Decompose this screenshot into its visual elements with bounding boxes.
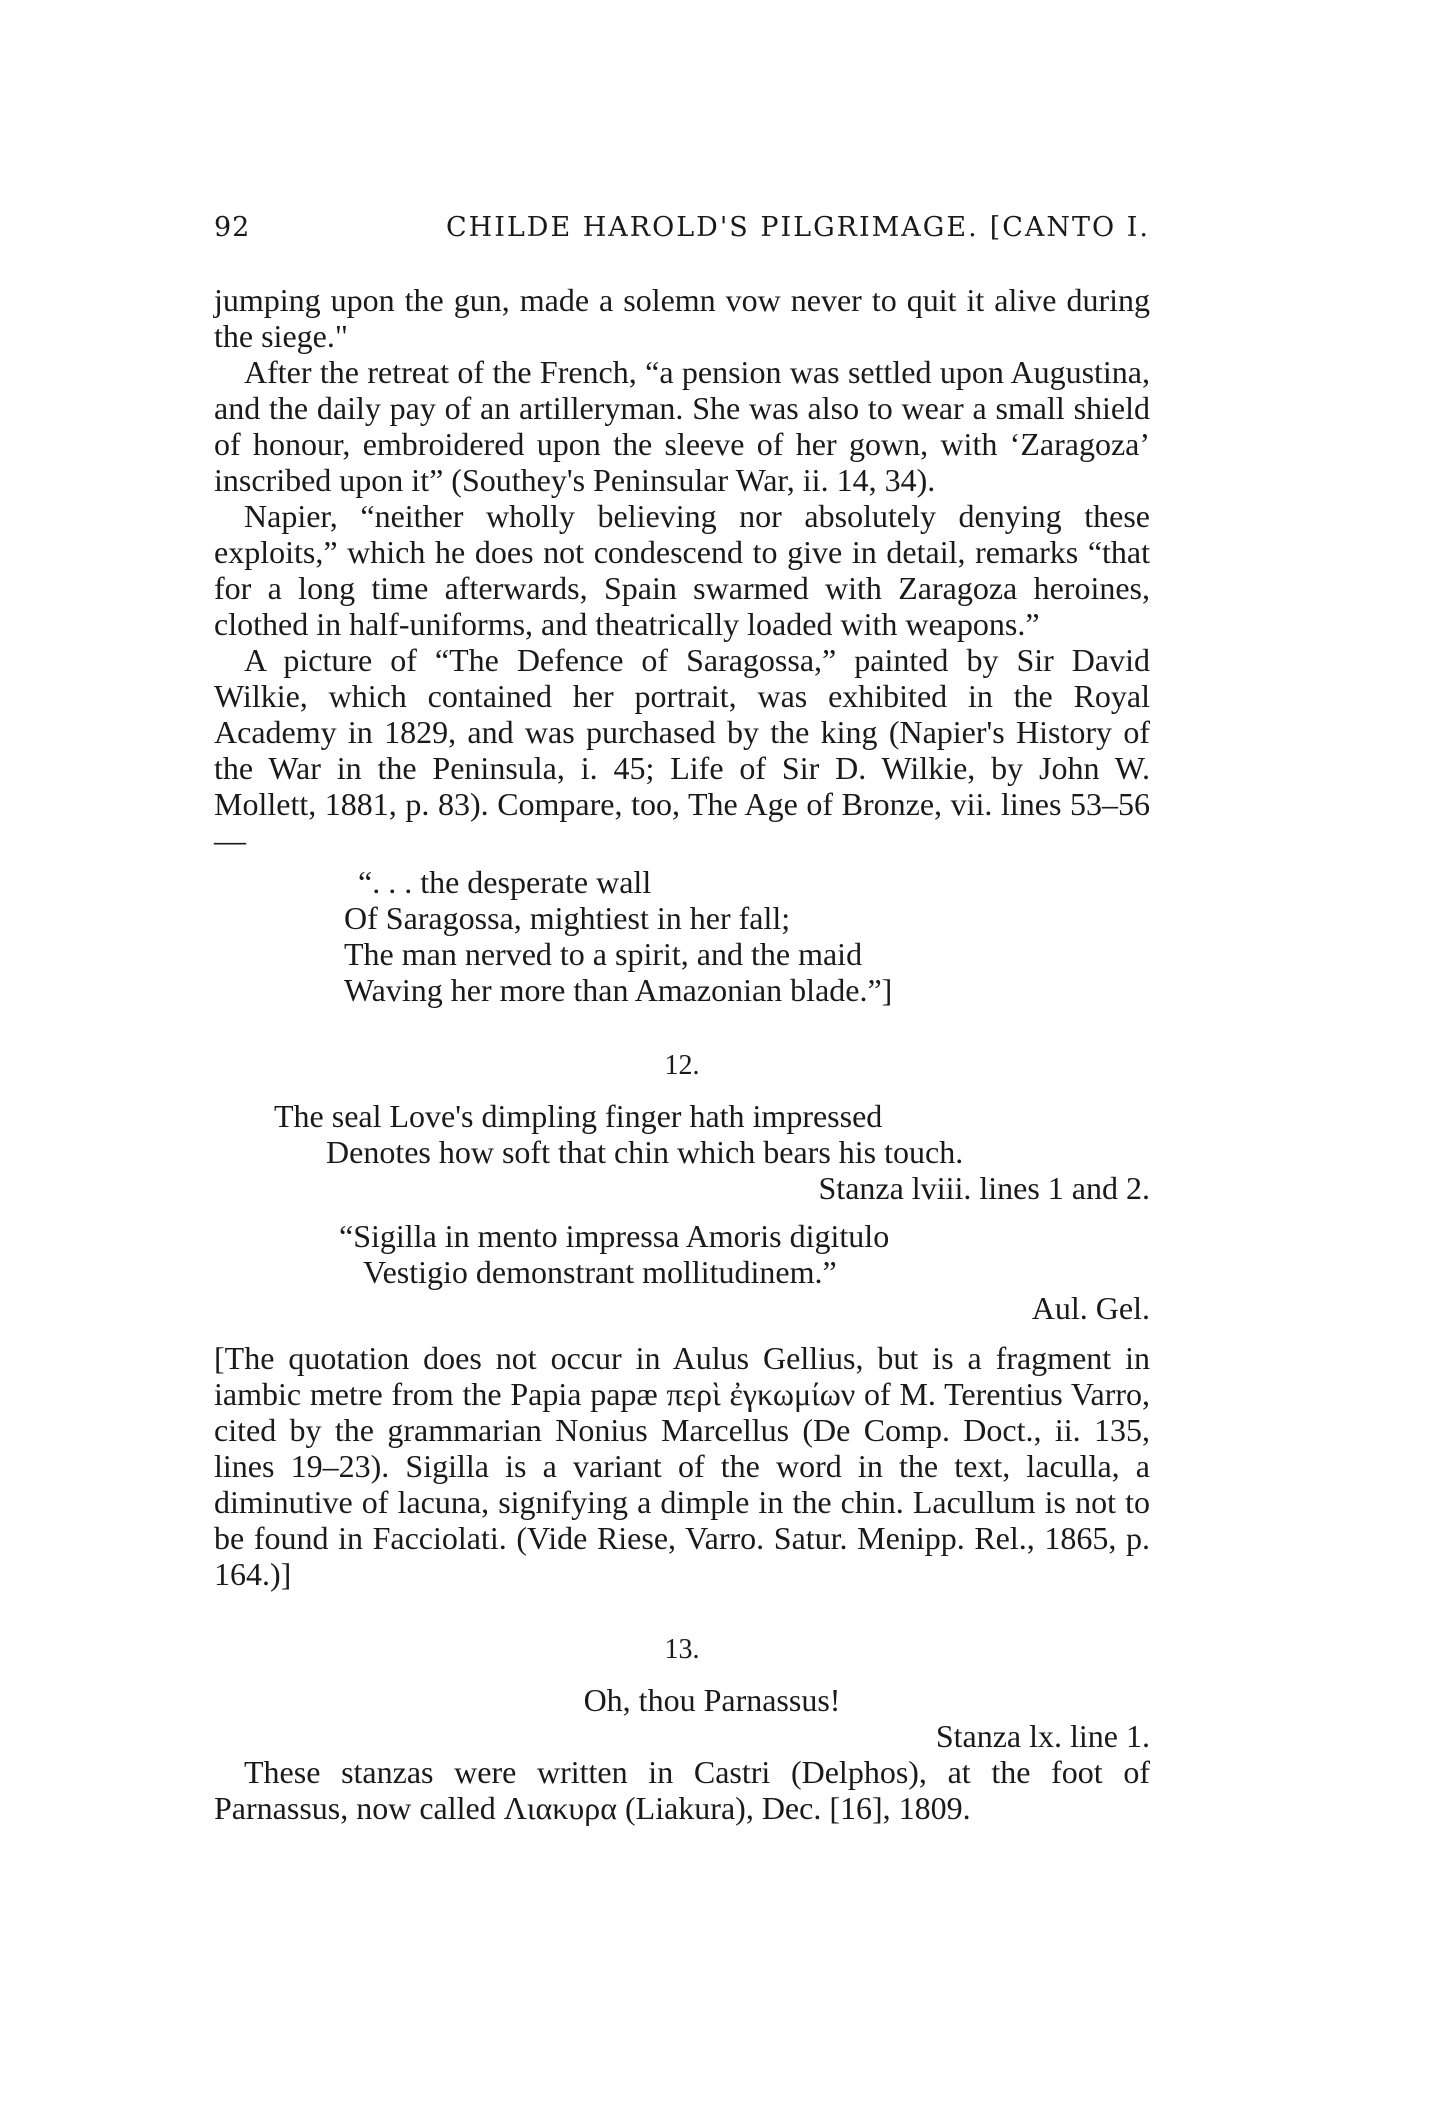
latin-quotation bbox=[339, 1218, 1150, 1290]
paragraph-4: A picture of “The Defence of Saragossa,” painted by Sir David Wilkie, which contained her portrait, was exhibited in the Royal Academy in 1829, and was purchased by the king (Napier's History of the War in the Peninsula, i. 45; Life of Sir D. Wilkie, by John W. Mollett, 1881, p. 83). Compare, too, The Age of Bronze, vii. lines 53–56— bbox=[214, 642, 1150, 858]
latin-source: Aul. Gel. bbox=[1031, 1290, 1150, 1326]
paragraph-2: After the retreat of the French, “a pension was settled upon Augustina, and the daily pay of an artilleryman. She was also to wear a small shield of honour, embroidered upon the sleeve of her gown, with ‘Zaragoza’ inscribed upon it” (Southey's Peninsular War, ii. 14, 34). bbox=[214, 354, 1150, 498]
note-13-reference: Stanza lx. line 1. bbox=[935, 1718, 1150, 1754]
note-13-quotation: Oh, thou Parnassus! bbox=[583, 1682, 841, 1718]
paragraph-3: Napier, “neither wholly believing nor absolutely denying these exploits,” which he does not condescend to give in detail, remarks “that for a long time afterwards, Spain swarmed with Zaragoza heroines, clothed in half-uniforms, and theatrically loaded with weapons.” bbox=[214, 498, 1150, 642]
canto-label: [CANTO I. bbox=[989, 212, 1150, 243]
running-header bbox=[214, 212, 1150, 252]
running-title: CHILDE HAROLD'S PILGRIMAGE. bbox=[446, 212, 979, 243]
verse-line: Of Saragossa, mightiest in her fall; bbox=[344, 900, 791, 936]
note-12-reference: Stanza lviii. lines 1 and 2. bbox=[818, 1170, 1150, 1206]
latin-line: “Sigilla in mento impressa Amoris digitulo bbox=[339, 1218, 890, 1254]
verse-quotation bbox=[344, 864, 1150, 1008]
verse-line: “. . . the desperate wall bbox=[358, 864, 652, 900]
note-12-commentary: [The quotation does not occur in Aulus Gellius, but is a fragment in iambic metre from the Papia papæ περὶ ἐγκωμίων of M. Terentius Varro, cited by the grammarian Nonius Marcellus (De Comp. Doct., ii. 135, lines 19–23). Sigilla is a variant of the word in the text, laculla, a diminutive of lacuna, signifying a dimple in the chin. Lacullum is not to be found in Facciolati. (Vide Riese, Varro. Satur. Menipp. Rel., 1865, p. 164.)] bbox=[214, 1340, 1150, 1592]
note-number-13: 13. bbox=[664, 1634, 700, 1665]
latin-line: Vestigio demonstrant mollitudinem.” bbox=[363, 1254, 837, 1290]
quotation-line: Denotes how soft that chin which bears his touch. bbox=[326, 1134, 964, 1170]
page-body bbox=[214, 282, 1150, 1826]
quotation-line: The seal Love's dimpling finger hath impressed bbox=[274, 1098, 883, 1134]
note-13-commentary: These stanzas were written in Castri (Delphos), at the foot of Parnassus, now called Λιακυρα (Liakura), Dec. [16], 1809. bbox=[214, 1754, 1150, 1826]
note-number-12: 12. bbox=[664, 1050, 700, 1081]
page-number: 92 bbox=[214, 212, 251, 243]
note-12-quotation bbox=[274, 1098, 1150, 1170]
verse-line: The man nerved to a spirit, and the maid bbox=[344, 936, 863, 972]
paragraph-1: jumping upon the gun, made a solemn vow never to quit it alive during the siege." bbox=[214, 282, 1150, 354]
verse-line: Waving her more than Amazonian blade.”] bbox=[344, 972, 893, 1008]
